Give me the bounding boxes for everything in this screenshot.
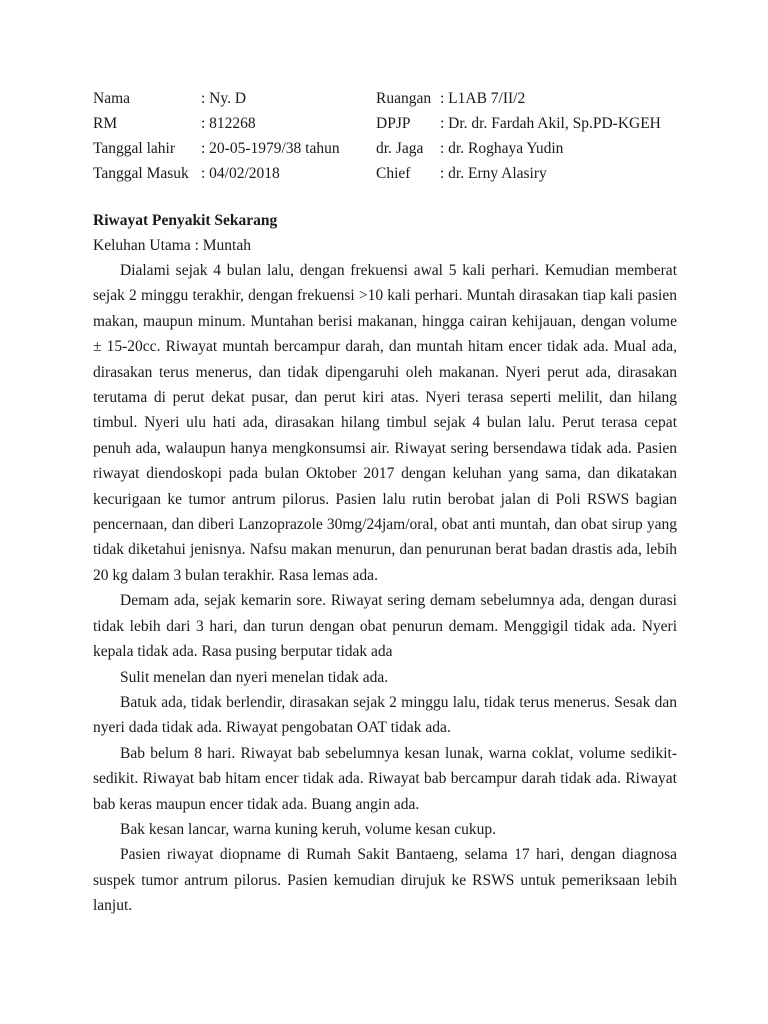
paragraph-cough: Batuk ada, tidak berlendir, dirasakan sejak 2 minggu lalu, tidak terus menerus. Sesak dan nyeri dada tidak ada. Riwayat pengobatan OAT tidak ada. xyxy=(93,693,677,737)
rm-value: : 812268 xyxy=(201,115,256,132)
admission-date-label: Tanggal Masuk xyxy=(93,165,189,182)
paragraph-vomiting: Dialami sejak 4 bulan lalu, dengan frekuensi awal 5 kali perhari. Kemudian memberat sejak 2 minggu terakhir, dengan frekuensi >10 kali perhari. Muntah dirasakan tiap kali pasien makan, maupun minum. Muntahan berisi makanan, hingga cairan kehijauan, dengan volume ± 15-20cc. Riwayat muntah bercampur darah, dan muntah hitam encer tidak ada. Mual ada, dirasakan terus menerus, dan tidak dipengaruhi oleh makanan. Nyeri perut ada, dirasakan terutama di perut dekat pusar, dan perut kiri atas. Nyeri terasa seperti melilit, dan hilang timbul. Nyeri ulu hati ada, dirasakan hilang timbul sejak 4 bulan lalu. Perut terasa cepat penuh ada, walaupun hanya mengkonsumsi air. Riwayat sering bersendawa tidak ada. Pasien riwayat diendoskopi pada bulan Oktober 2017 dengan keluhan yang sama, dan dikatakan kecurigaan ke tumor antrum pilorus. Pasien lalu rutin berobat jalan di Poli RSWS bagian pencernaan, dan diberi Lanzoprazole 30mg/24jam/oral, obat anti muntah, dan obat sirup yang tidak diketahui jenisnya. Nafsu makan menurun, dan penurunan berat badan drastis ada, lebih 20 kg dalam 3 bulan terakhir. Rasa lemas ada. xyxy=(93,262,677,584)
admission-date-value: : 04/02/2018 xyxy=(201,165,280,182)
paragraph-swallowing: Sulit menelan dan nyeri menelan tidak ada. xyxy=(120,668,389,686)
paragraph-urination: Bak kesan lancar, warna kuning keruh, volume kesan cukup. xyxy=(120,820,496,838)
rm-label: RM xyxy=(93,115,118,132)
room-label: Ruangan xyxy=(376,90,432,107)
paragraph-fever: Demam ada, sejak kemarin sore. Riwayat sering demam sebelumnya ada, dengan durasi tidak lebih dari 3 hari, dan turun dengan obat penurun demam. Menggigil tidak ada. Nyeri kepala tidak ada. Rasa pusing berputar tidak ada xyxy=(93,592,677,661)
dpjp-label: DPJP xyxy=(376,115,411,132)
birthdate-value: : 20-05-1979/38 tahun xyxy=(201,140,340,157)
birthdate-label: Tanggal lahir xyxy=(93,140,175,157)
duty-doctor-value: : dr. Roghaya Yudin xyxy=(440,140,564,157)
paragraph-referral: Pasien riwayat diopname di Rumah Sakit Bantaeng, selama 17 hari, dengan diagnosa suspek tumor antrum pilorus. Pasien kemudian dirujuk ke RSWS untuk pemeriksaan lebih lanjut. xyxy=(93,846,677,915)
chief-complaint: Keluhan Utama : Muntah xyxy=(93,237,251,254)
chief-label: Chief xyxy=(376,165,411,182)
duty-doctor-label: dr. Jaga xyxy=(376,140,424,157)
room-value: : L1AB 7/II/2 xyxy=(440,90,526,107)
chief-value: : dr. Erny Alasiry xyxy=(440,165,547,182)
name-value: : Ny. D xyxy=(201,90,247,107)
dpjp-value: : Dr. dr. Fardah Akil, Sp.PD-KGEH xyxy=(440,115,661,132)
name-label: Nama xyxy=(93,90,131,107)
section-title: Riwayat Penyakit Sekarang xyxy=(93,212,278,229)
paragraph-bowel: Bab belum 8 hari. Riwayat bab sebelumnya kesan lunak, warna coklat, volume sedikit-sedikit. Riwayat bab hitam encer tidak ada. Riwayat bab bercampur darah tidak ada. Riwayat bab keras maupun encer tidak ada. Buang angin ada. xyxy=(93,744,677,813)
patient-header xyxy=(93,86,677,186)
